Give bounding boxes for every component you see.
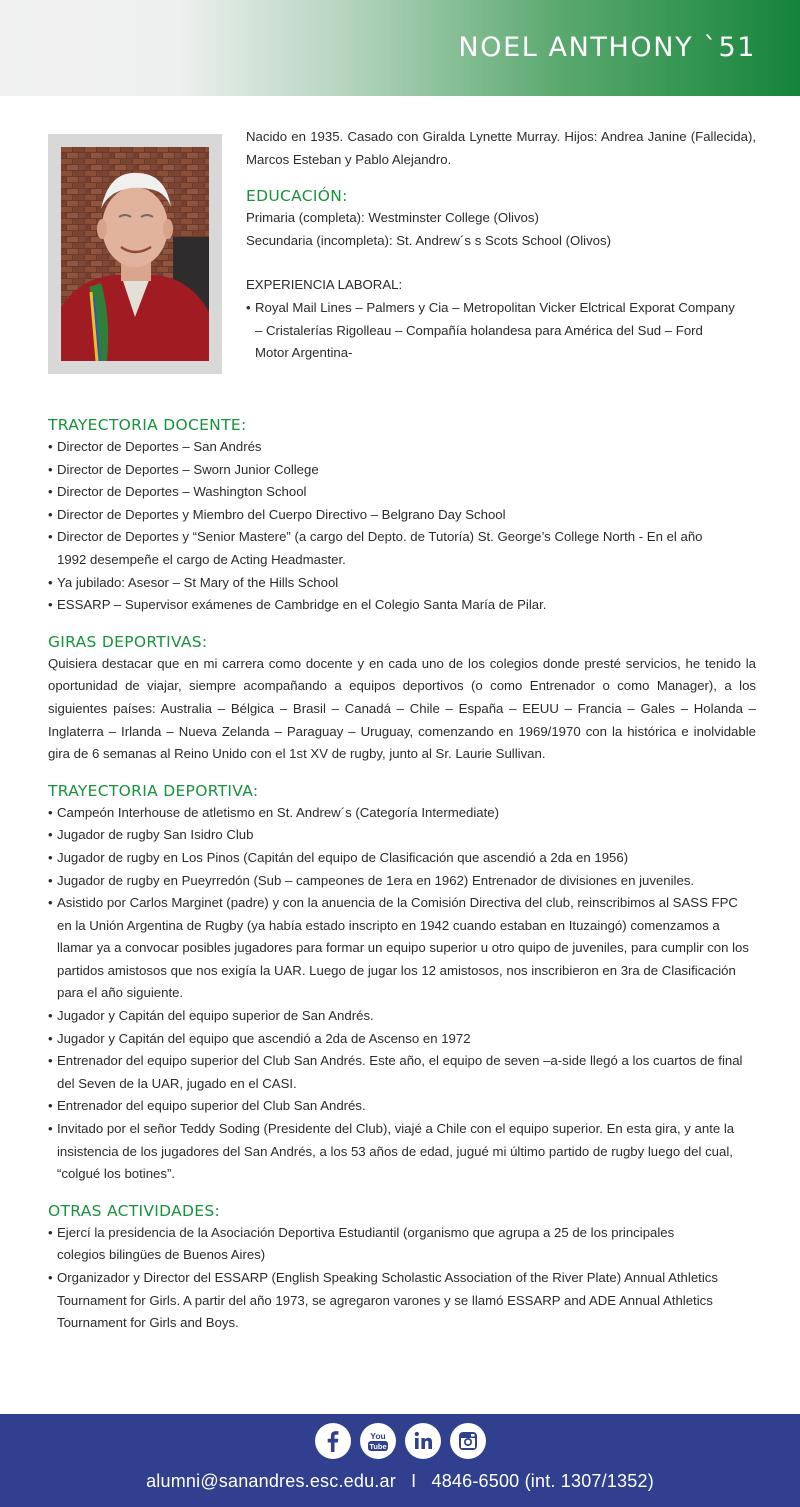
experience-title: EXPERIENCIA LABORAL: bbox=[246, 277, 403, 293]
social-icons bbox=[0, 1423, 800, 1459]
main-content bbox=[48, 414, 756, 1335]
deportiva-item: Asistido por Carlos Marginet (padre) y con la anuencia de la Comisión Directiva del club, reinscribimos al SASS FPC en la Unión Argentina de Rugby (ya había estado inscripto en 1942 cuando estaban en Ituzaingó) comenzamos a llamar ya a convocar posibles jugadores para formar un equipo superior u otro quipo de juveniles, para cumplir con los partidos amistosos que nos exigía la UAR. Luego de jugar los 12 amistosos, nos inscribieron en 3ra de Clasificación para el año siguiente. bbox=[57, 895, 749, 1001]
bullet: • bbox=[246, 299, 251, 315]
linkedin-glyph bbox=[405, 1423, 441, 1459]
bullet: • bbox=[48, 506, 53, 522]
list-item bbox=[48, 459, 756, 482]
bullet: • bbox=[48, 529, 53, 545]
bullet: • bbox=[48, 461, 53, 477]
docente-item: ESSARP – Supervisor exámenes de Cambridge en el Colegio Santa María de Pilar. bbox=[57, 597, 547, 613]
email-link[interactable]: alumni@sanandres.esc.edu.ar bbox=[146, 1471, 396, 1491]
otras-title: OTRAS ACTIVIDADES: bbox=[48, 1201, 221, 1220]
list-item bbox=[48, 436, 756, 459]
bullet: • bbox=[48, 872, 53, 888]
list-item bbox=[48, 1222, 756, 1267]
deportiva-item: Campeón Interhouse de atletismo en St. Andrew´s (Categoría Intermediate) bbox=[57, 804, 500, 820]
list-item bbox=[48, 481, 756, 504]
svg-text:Tube: Tube bbox=[368, 1442, 387, 1451]
otras-item: Organizador y Director del ESSARP (English Speaking Scholastic Association of the River Plate) Annual Athletics Tournament for Girls. A partir del año 1973, se agregaron varones y se llamó ESSARP and ADE Annual Athletics Tournament for Girls and Boys. bbox=[57, 1270, 718, 1331]
docente-title: TRAYECTORIA DOCENTE: bbox=[48, 416, 247, 434]
facebook-glyph bbox=[315, 1423, 351, 1459]
intro-section bbox=[246, 126, 756, 365]
list-item bbox=[48, 1028, 756, 1051]
list-item bbox=[48, 1267, 756, 1335]
footer bbox=[0, 1414, 800, 1507]
header-banner bbox=[0, 0, 800, 96]
separator: I bbox=[411, 1471, 417, 1491]
list-item bbox=[48, 870, 756, 893]
list-item bbox=[48, 594, 756, 617]
deportiva-item: Jugador de rugby San Isidro Club bbox=[57, 827, 254, 843]
list-item bbox=[48, 1050, 756, 1095]
portrait-photo bbox=[61, 147, 209, 361]
experience-item: Royal Mail Lines – Palmers y Cia – Metropolitan Vicker Elctrical Exporat Company – Cristalerías Rigolleau – Compañía holandesa para América del Sud – Ford Motor Argentina- bbox=[255, 299, 735, 361]
deportiva-item: Invitado por el señor Teddy Soding (Presidente del Club), viajé a Chile con el equipo superior. En esta gira, y ante la insistencia de los jugadores del San Andrés, a los 53 años de edad, jugué mi último partido de rugby luego del cual, “colgué los botines”. bbox=[57, 1121, 735, 1182]
docente-item: Director de Deportes y Miembro del Cuerpo Directivo – Belgrano Day School bbox=[57, 506, 506, 522]
deportiva-title: TRAYECTORIA DEPORTIVA: bbox=[48, 781, 259, 800]
bullet: • bbox=[48, 1270, 53, 1285]
bullet: • bbox=[48, 1053, 53, 1069]
deportiva-item: Entrenador del equipo superior del Club San Andrés. bbox=[57, 1098, 366, 1114]
deportiva-item: Jugador y Capitán del equipo superior de San Andrés. bbox=[57, 1008, 374, 1024]
docente-item: Director de Deportes – San Andrés bbox=[57, 439, 262, 454]
list-item bbox=[48, 847, 756, 870]
docente-item: Director de Deportes – Sworn Junior College bbox=[57, 461, 319, 477]
svg-text:You: You bbox=[369, 1431, 386, 1441]
giras-text: Quisiera destacar que en mi carrera como docente y en cada uno de los colegios donde presté servicios, he tenido la oportunidad de viajar, siempre acompañando a equipos deportivos (o como Entrenador o como Manager), a los siguientes países: Australia – Bélgica – Brasil – Canadá – Chile – España – EEUU – Francia – Gales – Holanda – Inglaterra – Irlanda – Nueva Zelanda – Paraguay – Uruguay, comenzando en 1969/1970 con la histórica e inolvidable gira de 6 semanas al Reino Unido con el 1st XV de rugby, junto al Sr. Laurie Sullivan. bbox=[48, 655, 756, 762]
bullet: • bbox=[48, 1121, 53, 1137]
bullet: • bbox=[48, 1030, 53, 1046]
portrait-frame bbox=[48, 134, 222, 374]
education-primary: Primaria (completa): Westminster College (Olivos) bbox=[246, 210, 539, 226]
bullet: • bbox=[48, 1224, 53, 1240]
list-item bbox=[48, 824, 756, 847]
list-item bbox=[48, 504, 756, 527]
bullet: • bbox=[48, 484, 53, 500]
facebook-icon[interactable] bbox=[315, 1423, 351, 1459]
deportiva-item: Entrenador del equipo superior del Club San Andrés. Este año, el equipo de seven –a-side llegó a los cuartos de final del Seven de la UAR, jugado en el CASI. bbox=[57, 1053, 743, 1091]
list-item bbox=[246, 297, 756, 365]
bullet: • bbox=[48, 895, 53, 911]
bullet: • bbox=[48, 827, 53, 843]
list-item bbox=[48, 1005, 756, 1028]
instagram-glyph bbox=[450, 1423, 486, 1459]
instagram-icon[interactable] bbox=[450, 1423, 486, 1459]
docente-item: Director de Deportes – Washington School bbox=[57, 484, 307, 500]
list-item bbox=[48, 802, 756, 825]
bullet: • bbox=[48, 574, 53, 590]
linkedin-icon[interactable] bbox=[405, 1423, 441, 1459]
list-item bbox=[48, 1118, 756, 1186]
list-item bbox=[48, 892, 756, 1005]
bio-text: Nacido en 1935. Casado con Giralda Lynette Murray. Hijos: Andrea Janine (Fallecida), Marcos Esteban y Pablo Alejandro. bbox=[246, 129, 756, 167]
bullet: • bbox=[48, 1008, 53, 1024]
docente-item: Director de Deportes y “Senior Mastere” (a cargo del Depto. de Tutoría) St. George’s College North - En el año 1992 desempeñe el cargo de Acting Headmaster. bbox=[57, 529, 703, 567]
list-item bbox=[48, 572, 756, 595]
bullet: • bbox=[48, 804, 53, 820]
bullet: • bbox=[48, 849, 53, 865]
page-title: NOEL ANTHONY `51 bbox=[458, 32, 756, 63]
otras-item: Ejercí la presidencia de la Asociación Deportiva Estudiantil (organismo que agrupa a 25 de los principales colegios bilingües de Buenos Aires) bbox=[57, 1224, 675, 1263]
bullet: • bbox=[48, 597, 53, 613]
deportiva-item: Jugador de rugby en Los Pinos (Capitán del equipo de Clasificación que ascendió a 2da en 1956) bbox=[57, 849, 629, 865]
deportiva-item: Jugador y Capitán del equipo que ascendió a 2da de Ascenso en 1972 bbox=[57, 1030, 471, 1046]
youtube-glyph bbox=[360, 1423, 396, 1459]
phone-number: 4846-6500 (int. 1307/1352) bbox=[431, 1471, 654, 1491]
education-title: EDUCACIÓN: bbox=[246, 187, 348, 206]
list-item bbox=[48, 526, 756, 571]
education-secondary: Secundaria (incompleta): St. Andrew´s s Scots School (Olivos) bbox=[246, 232, 611, 248]
bullet: • bbox=[48, 439, 53, 454]
contact-line bbox=[0, 1471, 800, 1492]
list-item bbox=[48, 1095, 756, 1118]
youtube-icon[interactable] bbox=[360, 1423, 396, 1459]
bullet: • bbox=[48, 1098, 53, 1114]
docente-item: Ya jubilado: Asesor – St Mary of the Hills School bbox=[57, 574, 339, 590]
giras-title: GIRAS DEPORTIVAS: bbox=[48, 632, 208, 651]
deportiva-item: Jugador de rugby en Pueyrredón (Sub – campeones de 1era en 1962) Entrenador de divisiones en juveniles. bbox=[57, 872, 695, 888]
